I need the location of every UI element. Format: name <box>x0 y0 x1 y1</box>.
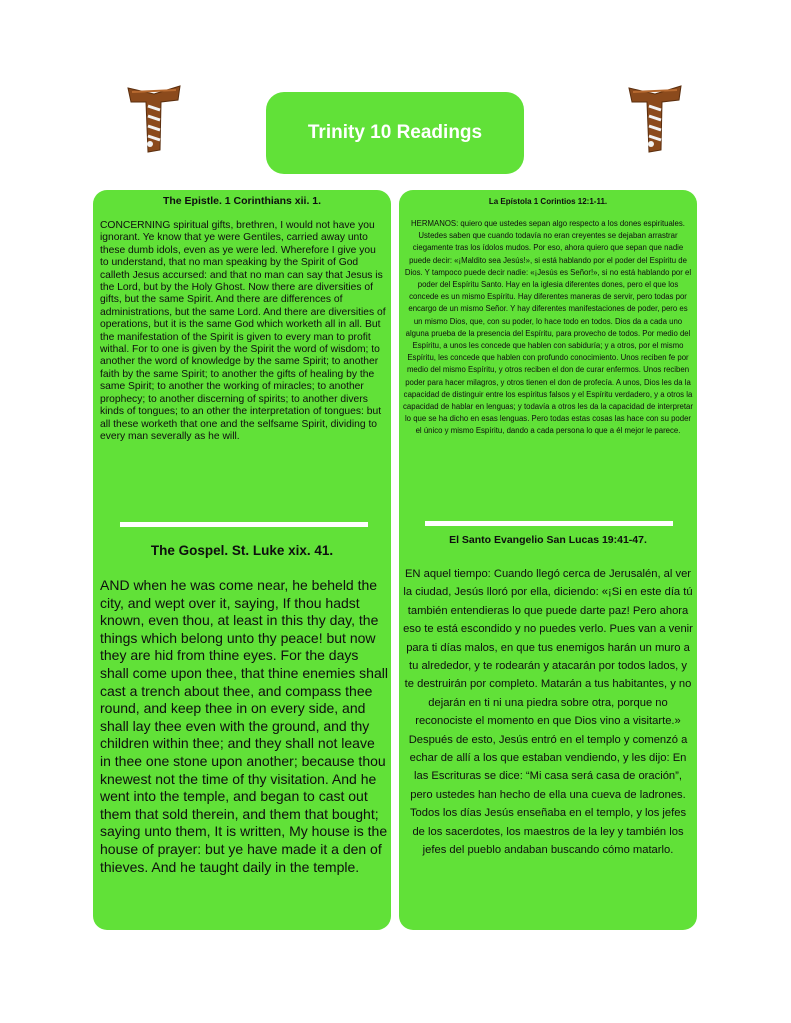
page-title: Trinity 10 Readings <box>307 122 483 143</box>
epistle-text-es: HERMANOS: quiero que ustedes sepan algo respecto a los dones espirituales. Ustedes saben que cuando todavía no eran creyentes se dejaban arrastrar ciegamente tras los ídolos mudos. Por eso, ahora quiero que sepan que nadie puede decir: «¡Maldito sea Jesús!», si está hablando por el poder del Espíritu de Dios. Y tampoco puede decir nadie: «¡Jesús es Señor!», si no está hablando por el poder del Espíritu Santo. Hay en la iglesia diferentes dones, pero el que los concede es un mismo Espíritu. Hay diferentes maneras de servir, pero todas por encargo de un mismo Señor. Y hay diferentes manifestaciones de poder, pero es un mismo Dios, que, con su poder, lo hace todo en todos. Dios da a cada uno alguna prueba de la presencia del Espíritu, para provecho de todos. Por medio del Espíritu, a unos les concede que hablen con sabiduría; y a otros, por el mismo Espíritu, les concede que hablen con profundo conocimiento. Unos reciben fe por medio del mismo Espíritu, y otros reciben el don de curar enfermos. Unos reciben poder para hacer milagros, y otros tienen el don de profecía. A unos, Dios les da la capacidad de distinguir entre los espíritus falsos y el Espíritu verdadero, y a otros la capacidad de hablar en lenguas; y todavía a otros les da la capacidad de interpretar lo que se ha dicho en esas lenguas. Pero todas estas cosas las hace con su poder el único y mismo Espíritu, dando a cada persona lo que a él mejor le parece. <box>403 219 693 436</box>
english-readings-panel <box>93 190 391 930</box>
epistle-heading-es: La Epístola 1 Corintios 12:1-11. <box>488 197 608 206</box>
gospel-heading-en: The Gospel. St. Luke xix. 41. <box>150 543 334 558</box>
gospel-text-es: EN aquel tiempo: Cuando llegó cerca de Jerusalén, al ver la ciudad, Jesús lloró por ella, diciendo: «¡Si en este día tú también entendieras lo que puede darte paz! Pero ahora eso te está escondido y no puedes verlo. Pues van a venir para ti días malos, en que tus enemigos harán un muro a tu alrededor, y te rodearán y atacarán por todos lados, y te destruirán por completo. Matarán a tus habitantes, y no dejarán en ti ni una piedra sobre otra, porque no reconociste el momento en que Dios vino a visitarte.» Después de esto, Jesús entró en el templo y comenzó a echar de allí a los que estaban vendiendo, y les dijo: En las Escrituras se dice: “Mi casa será casa de oración”, pero ustedes han hecho de ella una cueva de ladrones. Todos los días Jesús enseñaba en el templo, y los jefes de los sacerdotes, los maestros de la ley y también los jefes del pueblo andaban buscando cómo matarlo. <box>403 568 693 857</box>
tau-cross-icon <box>627 80 683 156</box>
section-divider <box>120 522 368 527</box>
epistle-text-en: CONCERNING spiritual gifts, brethren, I would not have you ignorant. Ye know that ye were Gentiles, carried away unto these dumb idols, even as ye were led. Wherefore I give you to understand, that no man speaking by the Spirit of God calleth Jesus accursed: and that no man can say that Jesus is the Lord, but by the Holy Ghost. Now there are diversities of gifts, but the same Spirit. And there are differences of administrations, but the same Lord. And there are diversities of operations, but it is the same God which worketh all in all. But the manifestation of the Spirit is given to every man to profit withal. For to one is given by the Spirit the word of wisdom; to another the word of knowledge by the same Spirit; to another faith by the same Spirit; to another the gifts of healing by the same Spirit; to another the working of miracles; to another prophecy; to another discerning of spirits; to another divers kinds of tongues; to an other the interpretation of tongues: but all these worketh that one and the selfsame Spirit, dividing to every man severally as he will. <box>100 220 386 442</box>
epistle-heading-en: The Epistle. 1 Corinthians xii. 1. <box>162 195 322 207</box>
spanish-readings-panel <box>399 190 697 930</box>
tau-cross-icon <box>126 80 182 156</box>
title-banner <box>266 92 524 174</box>
gospel-heading-es: El Santo Evangelio San Lucas 19:41-47. <box>449 534 647 546</box>
section-divider <box>425 521 673 526</box>
gospel-text-en: AND when he was come near, he beheld the city, and wept over it, saying, If thou hadst known, even thou, at least in this thy day, the things which belong unto thy peace! but now they are hid from thine eyes. For the days shall come upon thee, that thine enemies shall cast a trench about thee, and compass thee round, and keep thee in on every side, and shall lay thee even with the ground, and thy children within thee; and they shall not leave in thee one stone upon another; because thou knewest not the time of thy visitation. And he went into the temple, and began to cast out them that sold therein, and them that bought; saying unto them, It is written, My house is the house of prayer: but ye have made it a den of thieves. And he taught daily in the temple. <box>100 577 388 875</box>
